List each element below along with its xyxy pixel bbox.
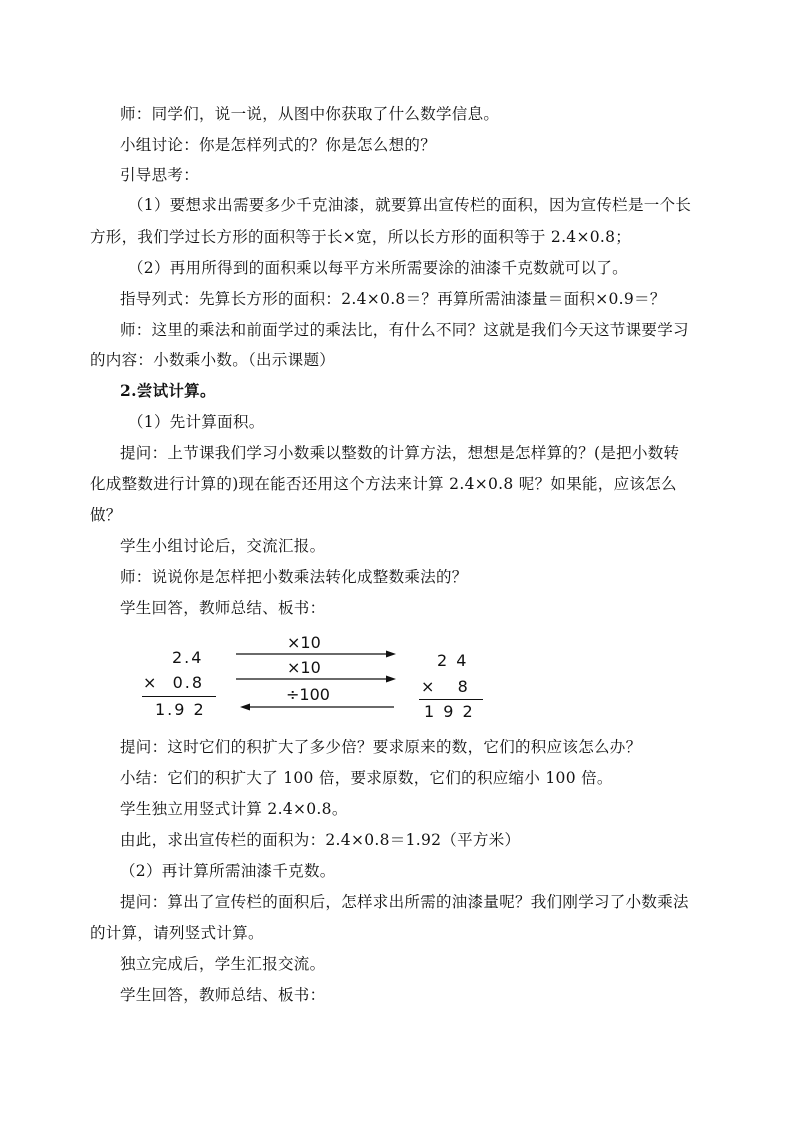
section-heading-try-calc: 2.尝试计算。 — [120, 381, 216, 400]
paragraph-step1-line2: 方形，我们学过长方形的面积等于长×宽，所以长方形的面积等于 2.4×0.8； — [90, 228, 632, 246]
arrow-label-times10-top: ×10 — [287, 633, 321, 652]
paragraph-step1-line1: （1）要想求出需要多少千克油漆，就要算出宣传栏的面积，因为宣传栏是一个长 — [128, 196, 692, 214]
arrow-right-1-head — [386, 651, 396, 658]
paragraph-paint-question-line1: 提问：算出了宣传栏的面积后，怎样求出所需的油漆量呢？我们刚学习了小数乘法 — [120, 893, 689, 911]
arrow-label-divide100: ÷100 — [286, 685, 330, 704]
paragraph-independent-calc: 学生独立用竖式计算 2.4×0.8。 — [120, 800, 348, 818]
calc-left-multiplier: × 0.8 — [143, 673, 205, 692]
paragraph-student-answer-2: 学生回答，教师总结、板书： — [120, 986, 326, 1004]
paragraph-teacher-question: 师：同学们，说一说，从图中你获取了什么数学信息。 — [120, 105, 500, 123]
paragraph-area-result: 由此，求出宣传栏的面积为：2.4×0.8＝1.92（平方米） — [120, 831, 521, 849]
paragraph-group-report: 学生小组讨论后，交流汇报。 — [120, 537, 326, 555]
paragraph-teacher-convert: 师：说说你是怎样把小数乘法转化成整数乘法的？ — [120, 568, 468, 586]
paragraph-calc-paint: （2）再计算所需油漆千克数。 — [120, 862, 336, 880]
calc-right-multiplier: × 8 — [421, 677, 470, 696]
paragraph-group-discussion: 小组讨论：你是怎样列式的？你是怎么想的？ — [120, 136, 437, 154]
calc-right-product: 1 9 2 — [424, 702, 475, 721]
calc-left-multiplicand: 2.4 — [172, 648, 204, 667]
paragraph-question-line3: 做？ — [90, 506, 122, 524]
paragraph-step2: （2）再用所得到的面积乘以每平方米所需要涂的油漆千克数就可以了。 — [128, 259, 628, 277]
paragraph-calc-area: （1）先计算面积。 — [128, 413, 265, 431]
paragraph-teacher-compare-line2: 的内容：小数乘小数。（出示课题） — [90, 351, 336, 369]
paragraph-teacher-compare-line1: 师：这里的乘法和前面学过的乘法比，有什么不同？这就是我们今天这节课要学习 — [120, 321, 689, 339]
calc-left-product: 1.9 2 — [155, 700, 206, 719]
paragraph-student-answer-1: 学生回答，教师总结、板书： — [120, 599, 326, 617]
arrow-right-2-head — [386, 676, 396, 683]
paragraph-paint-question-line2: 的计算，请列竖式计算。 — [90, 924, 264, 942]
paragraph-question-product: 提问：这时它们的积扩大了多少倍？要求原来的数，它们的积应该怎么办？ — [120, 738, 642, 756]
paragraph-question-line2: 化成整数进行计算的)现在能否还用这个方法来计算 2.4×0.8 呢？如果能，应该怎么 — [90, 475, 677, 493]
paragraph-summary: 小结：它们的积扩大了 100 倍，要求原数，它们的积应缩小 100 倍。 — [120, 769, 613, 787]
arrow-left-head — [240, 704, 250, 711]
paragraph-question-line1: 提问：上节课我们学习小数乘以整数的计算方法，想想是怎样算的？(是把小数转 — [120, 444, 680, 462]
calc-right-rule — [419, 699, 483, 700]
arrow-label-times10-bottom: ×10 — [287, 658, 321, 677]
paragraph-report-exchange: 独立完成后，学生汇报交流。 — [120, 955, 326, 973]
calc-right-multiplicand: 2 4 — [437, 651, 469, 670]
paragraph-guided-formula: 指导列式：先算长方形的面积：2.4×0.8＝？再算所需油漆量＝面积×0.9＝？ — [120, 290, 666, 308]
paragraph-guide-thinking: 引导思考： — [120, 166, 200, 184]
